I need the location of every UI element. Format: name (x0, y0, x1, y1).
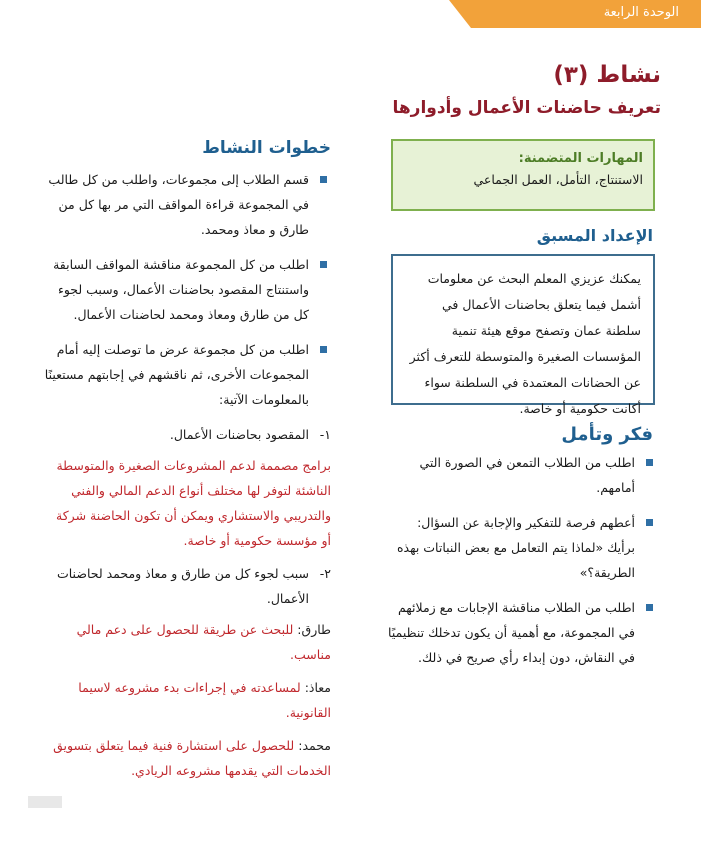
question-1 (43, 422, 331, 447)
list-item: اطلب من كل المجموعة مناقشة المواقف السابقة واستنتاج المقصود بحاضنات الأعمال، وسبب لجوء كل من طارق ومعاذ ومحمد لحاضنات الأعمال. (43, 252, 331, 327)
think-list (387, 450, 657, 680)
skills-box (391, 139, 655, 211)
question-1-number: ١- (319, 427, 331, 442)
list-item: قسم الطلاب إلى مجموعات، واطلب من كل طالب في المجموعة قراءة المواقف التي مر بها كل من طارق و معاذ ومحمد. (43, 167, 331, 242)
steps-title: خطوات النشاط (202, 138, 331, 158)
question-1-text: المقصود بحاضنات الأعمال. (169, 427, 309, 442)
answer-muadh (43, 675, 331, 725)
answer-tariq (43, 617, 331, 667)
skills-value: الاستنتاج، التأمل، العمل الجماعي (473, 172, 643, 187)
prep-text: يمكنك عزيزي المعلم البحث عن معلومات أشمل فيما يتعلق بحاضنات الأعمال في سلطنة عمان وتصفح موقع هيئة تنمية المؤسسات الصغيرة والمتوسطة للتعرف أكثر عن الحضانات المعتمدة في السلطنة سواء أكانت حكومية أو خاصة. (409, 271, 641, 416)
answer-name: طارق: (297, 622, 331, 637)
activity-subtitle: تعريف حاضنات الأعمال وأدوارها (392, 98, 661, 118)
think-title: فكر وتأمل (561, 424, 653, 445)
page-footer-mark (28, 796, 62, 808)
list-item: اطلب من الطلاب مناقشة الإجابات مع زملائهم في المجموعة، مع أهمية أن يكون تدخلك تنظيميًا في النقاش، دون إبداء رأي صريح في ذلك. (387, 595, 657, 670)
list-item: اطلب من الطلاب التمعن في الصورة التي أمامهم. (387, 450, 657, 500)
answer-name: محمد: (298, 738, 331, 753)
answer-1: برامج مصممة لدعم المشروعات الصغيرة والمتوسطة الناشئة لتوفر لها مختلف أنواع الدعم المالي والفني والتدريبي والاستشاري ويمكن أن تكون الحاضنة شركة أو مؤسسة حكومية أو خاصة. (56, 458, 331, 548)
activity-title: نشاط (٣) (553, 62, 661, 88)
answer-name: معاذ: (304, 680, 331, 695)
list-item: أعطهم فرصة للتفكير والإجابة عن السؤال: برأيك «لماذا يتم التعامل مع بعض النباتات بهذه الطريقة؟» (387, 510, 657, 585)
list-item: اطلب من كل مجموعة عرض ما توصلت إليه أمام المجموعات الأخرى، ثم ناقشهم في إجابتهم مستعينًا بالمعلومات الآتية: (43, 337, 331, 412)
answer-text: للحصول على استشارة فنية فيما يتعلق بتسويق الخدمات التي يقدمها مشروعه الريادي. (53, 738, 331, 778)
question-2-number: ٢- (319, 566, 331, 581)
prep-title: الإعداد المسبق (536, 226, 653, 245)
question-2-text: سبب لجوء كل من طارق و معاذ ومحمد لحاضنات الأعمال. (56, 566, 309, 606)
question-2 (43, 561, 331, 611)
unit-tab-label: الوحدة الرابعة (603, 5, 679, 20)
steps-list (43, 167, 331, 412)
steps-column (43, 167, 331, 783)
skills-label: المهارات المتضمنة: (518, 151, 643, 166)
answer-text: لمساعدته في إجراءات بدء مشروعه لاسيما القانونية. (78, 680, 331, 720)
answer-mohammed (43, 733, 331, 783)
answer-text: للبحث عن طريقة للحصول على دعم مالي مناسب. (76, 622, 331, 662)
prep-box (391, 254, 655, 416)
unit-tab (471, 0, 701, 28)
